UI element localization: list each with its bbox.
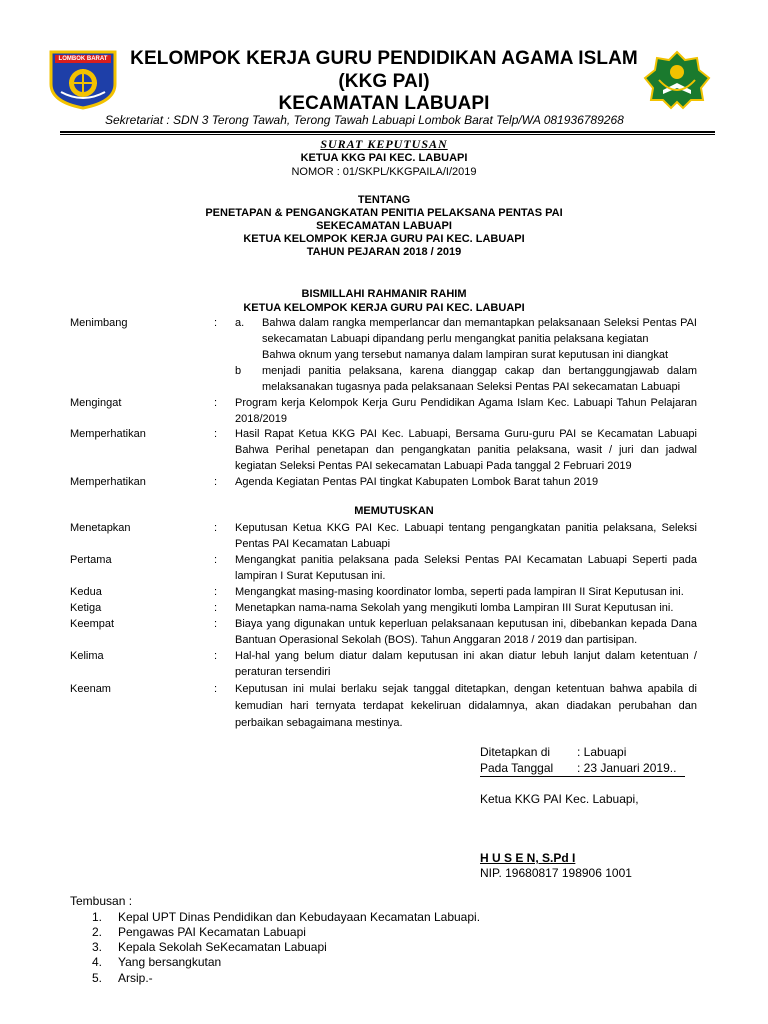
tentang-line-2: SEKECAMATAN LABUAPI <box>316 220 452 232</box>
bismillah: BISMILLAHI RAHMANIR RAHIM <box>301 288 467 300</box>
header-line-3: KECAMATAN LABUAPI <box>278 93 490 114</box>
memperhatikan-text: Hasil Rapat Ketua KKG PAI Kec. Labuapi, Bersama Guru-guru PAI se Kecamatan Labuapi Bahwa Perihal penetapan dan pengangkatan panitia pelaksana, wasit / juri dan jadwal kegiatan Seleksi Pentas PAI sekecamatan Labuapi Pada tanggal 2 Februari 2019 <box>235 428 697 472</box>
tentang-line-3: KETUA KELOMPOK KERJA GURU PAI KEC. LABUAPI <box>243 233 525 245</box>
decision-text: Keputusan Ketua KKG PAI Kec. Labuapi tentang pengangkatan panitia pelaksana, Seleksi Pentas PAI Kecamatan Labuapi <box>235 522 697 550</box>
decision-colon: : <box>214 650 218 662</box>
header-rule-thin <box>60 134 715 135</box>
memperhatikan-2-text: Agenda Kegiatan Pentas PAI tingkat Kabupaten Lombok Barat tahun 2019 <box>235 476 599 488</box>
tembusan-num: 1. <box>92 910 103 924</box>
memperhatikan-label: Memperhatikan <box>70 428 146 440</box>
date-underline <box>480 776 685 777</box>
memperhatikan-colon: : <box>214 428 218 440</box>
tembusan-num: 2. <box>92 925 103 939</box>
memperhatikan-2-colon: : <box>214 476 218 488</box>
decision-text: Keputusan ini mulai berlaku sejak tanggal ditetapkan, dengan ketentuan bahwa apabila di kemudian hari ternyata terdapat kekeliruan didalamnya, akan diadakan perubahan dan perbaikan sebagaimana mestinya. <box>235 683 697 729</box>
tembusan-text: Arsip.- <box>118 971 153 985</box>
decision-colon: : <box>214 554 218 566</box>
item-text: menjadi panitia pelaksana, karena dianggap cakap dan bertanggungjawab dalam melaksanakan tugasnya pada pelaksanaan Seleksi Pentas PAI sekecamatan Labuapi <box>262 365 697 393</box>
tembusan-text: Kepal UPT Dinas Pendidikan dan Kebudayaan Kecamatan Labuapi. <box>118 910 481 924</box>
tembusan-num: 4. <box>92 955 103 969</box>
tembusan-item <box>92 925 306 939</box>
decision-text: Mengangkat panitia pelaksana pada Seleksi Pentas PAI Kecamatan Labuapi Seperti pada lampiran I Surat Keputusan ini. <box>235 554 697 582</box>
tentang-line-1: PENETAPAN & PENGANGKATAN PENITIA PELAKSANA PENTAS PAI <box>205 207 563 219</box>
tembusan-title: Tembusan : <box>70 894 133 908</box>
ketua-kelompok-heading: KETUA KELOMPOK KERJA GURU PAI KEC. LABUAPI <box>243 302 525 314</box>
tembusan-item <box>92 910 481 924</box>
decision-label: Menetapkan <box>70 522 131 534</box>
decision-colon: : <box>214 618 218 630</box>
ditetapkan-value: : Labuapi <box>577 745 627 759</box>
tanggal-value: : 23 Januari 2019.. <box>577 761 677 775</box>
tembusan-item <box>92 971 153 985</box>
nomor: NOMOR : 01/SKPL/KKGPAILA/I/2019 <box>291 166 477 178</box>
menimbang-label: Menimbang <box>70 317 128 329</box>
signatory-name: H U S E N, S.Pd I <box>480 851 576 865</box>
item-text: Bahwa dalam rangka memperlancar dan memantapkan pelaksanaan Seleksi Pentas PAI sekecamatan Labuapi dipandang perlu mengangkat panitia pelaksana kegiatan <box>262 317 697 345</box>
item-text: Bahwa oknum yang tersebut namanya dalam lampiran surat keputusan ini diangkat <box>262 349 669 361</box>
header-rule <box>60 131 715 133</box>
header-line-1: KELOMPOK KERJA GURU PENDIDIKAN AGAMA ISLAM <box>130 48 638 69</box>
tentang-line-4: TAHUN PEJARAN 2018 / 2019 <box>306 246 462 258</box>
jabatan: Ketua KKG PAI Kec. Labuapi, <box>480 792 639 806</box>
item-marker: a. <box>235 317 245 329</box>
ketua-title: KETUA KKG PAI KEC. LABUAPI <box>300 152 468 164</box>
tanggal-label: Pada Tanggal <box>480 761 554 775</box>
tembusan-text: Pengawas PAI Kecamatan Labuapi <box>118 925 306 939</box>
left-logo-label: LOMBOK BARAT <box>58 56 108 62</box>
decision-text: Hal-hal yang belum diatur dalam keputusan ini akan diatur lebuh lanjut dalam ketentuan / peraturan tersendiri <box>235 650 697 678</box>
decision-colon: : <box>214 586 218 598</box>
decision-colon: : <box>214 602 218 614</box>
tembusan-text: Yang bersangkutan <box>118 955 222 969</box>
sekretariat: Sekretariat : SDN 3 Terong Tawah, Terong Tawah Labuapi Lombok Barat Telp/WA 081936789268 <box>105 113 624 127</box>
decision-label: Ketiga <box>70 602 102 614</box>
memperhatikan-2-label: Memperhatikan <box>70 476 146 488</box>
decision-colon: : <box>214 522 218 534</box>
decision-label: Pertama <box>70 554 112 566</box>
decision-colon: : <box>214 683 218 695</box>
item-marker: b <box>235 365 242 377</box>
ditetapkan-label: Ditetapkan di <box>480 745 551 759</box>
tentang-heading: TENTANG <box>357 194 411 206</box>
decision-label: Kelima <box>70 650 104 662</box>
decision-label: Keenam <box>70 683 111 695</box>
mengingat-text: Program kerja Kelompok Kerja Guru Pendidikan Agama Islam Kec. Labuapi Tahun Pelajaran 2018/2019 <box>235 397 697 425</box>
decision-text: Biaya yang digunakan untuk keperluan pelaksanaan keputusan ini, dibebankan kepada Dana Bantuan Operasional Sekolah (BOS). Tahun Anggaran 2018 / 2019 dan partisipan. <box>235 618 697 646</box>
menimbang-row <box>70 315 700 395</box>
surat-keputusan-title: SURAT KEPUTUSAN <box>320 137 448 151</box>
mengingat-label: Mengingat <box>70 397 122 409</box>
tembusan-item <box>92 955 222 969</box>
decision-label: Keempat <box>70 618 115 630</box>
menimbang-colon: : <box>214 317 218 329</box>
tembusan-num: 3. <box>92 940 103 954</box>
decision-text: Mengangkat masing-masing koordinator lomba, seperti pada lampiran II Sirat Keputusan ini. <box>235 586 684 598</box>
tembusan-item <box>92 940 327 954</box>
signatory-nip: NIP. 19680817 198906 1001 <box>480 866 632 880</box>
memutuskan-heading: MEMUTUSKAN <box>354 505 434 517</box>
tembusan-text: Kepala Sekolah SeKecamatan Labuapi <box>118 940 327 954</box>
header-line-2: (KKG PAI) <box>338 71 430 92</box>
decision-text: Menetapkan nama-nama Sekolah yang mengikuti lomba Lampiran III Surat Keputusan ini. <box>235 602 674 614</box>
tembusan-num: 5. <box>92 971 103 985</box>
decision-label: Kedua <box>70 586 102 598</box>
mengingat-colon: : <box>214 397 218 409</box>
